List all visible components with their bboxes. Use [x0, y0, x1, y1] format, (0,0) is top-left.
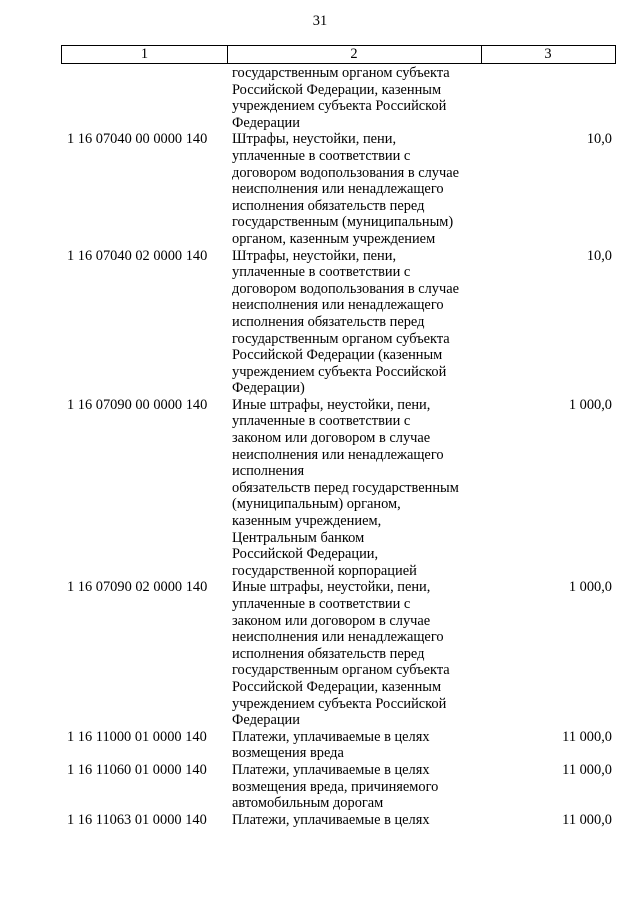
row-amount: 1 000,0 [568, 579, 612, 596]
row-code: 1 16 07090 00 0000 140 [67, 396, 208, 413]
row-amount: 11 000,0 [562, 761, 612, 778]
row-description: Иные штрафы, неустойки, пени, уплаченные в соответствии с законом или договором в случае неисполнения или ненадлежащего исполнения обязательств перед государственным (муниципальным) органом, казенным учреждением, Центральным банком Российской Федерации, государственной корпорацией [232, 396, 459, 579]
row-code: 1 16 07040 02 0000 140 [67, 247, 208, 264]
row-description: Штрафы, неустойки, пени, уплаченные в соответствии с договором водопользования в случае неисполнения или ненадлежащего исполнения обязательств перед государственным (муниципальным) органом, казенным учреждением [232, 131, 459, 247]
table-row [0, 762, 640, 812]
row-amount: 11 000,0 [562, 811, 612, 828]
row-description: Платежи, уплачиваемые в целях [232, 811, 430, 828]
row-code: 1 16 07040 00 0000 140 [67, 131, 208, 148]
row-code: 1 16 07090 02 0000 140 [67, 579, 208, 596]
table-row [0, 248, 640, 397]
row-amount: 10,0 [586, 131, 612, 148]
table-row [0, 131, 640, 247]
row-amount: 1 000,0 [568, 396, 612, 413]
header-col-3: 3 [544, 46, 552, 62]
row-description: Штрафы, неустойки, пени, уплаченные в соответствии с договором водопользования в случае неисполнения или ненадлежащего исполнения обязательств перед государственным органом субъекта Российской Федерации (казенным учреждением субъекта Российской Федерации) [232, 247, 459, 397]
row-code: 1 16 11000 01 0000 140 [67, 728, 207, 745]
table-row [0, 729, 640, 762]
header-col-1: 1 [62, 46, 228, 64]
row-description: государственным органом субъекта Российской Федерации, казенным учреждением субъекта Российской Федерации [232, 65, 450, 131]
header-col-2: 2 [227, 46, 482, 64]
table-row [0, 579, 640, 728]
table-row [0, 65, 640, 131]
page-number: 31 [312, 13, 328, 29]
table-body [0, 65, 640, 828]
row-description: Иные штрафы, неустойки, пени, уплаченные в соответствии с законом или договором в случае неисполнения или ненадлежащего исполнения обязательств перед государственным органом субъекта Российской Федерации, казенным учреждением субъекта Российской Федерации [232, 579, 450, 729]
table-header [61, 45, 616, 64]
row-description: Платежи, уплачиваемые в целях возмещения вреда, причиняемого автомобильным дорогам [232, 761, 439, 812]
table-row [0, 812, 640, 829]
table-row [0, 397, 640, 580]
row-description: Платежи, уплачиваемые в целях возмещения вреда [232, 728, 430, 762]
row-amount: 11 000,0 [562, 728, 612, 745]
row-code: 1 16 11060 01 0000 140 [67, 761, 207, 778]
row-code: 1 16 11063 01 0000 140 [67, 811, 207, 828]
row-amount: 10,0 [586, 247, 612, 264]
